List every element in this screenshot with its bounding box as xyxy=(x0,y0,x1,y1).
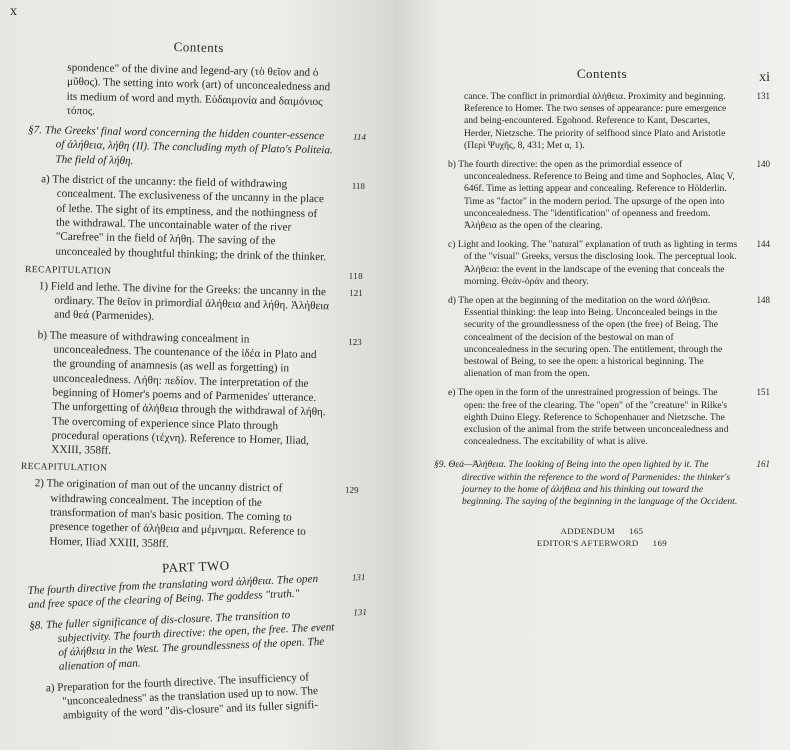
toc-entry: a) The district of the uncanny: the field of withdrawing concealment. The exclusiveness of the uncanny in the place of lethe. The sight of its emptiness, and the nothingness of the withdrawal. The uncontainable water of the river "Carefree" in the field of λήθη. The saving of the unconcealed by thoughtful thinking; the drink of the thinker. 118 xyxy=(40,173,366,263)
part-two-heading: PART TWO xyxy=(161,557,230,576)
part-two-subtitle: The fourth directive from the translating word ἀλήθεια. The open and free space of the clearing of Being. The goddess "truth." 131 xyxy=(27,571,366,612)
toc-entry: b) The measure of withdrawing concealment in unconcealedness. The countenance of the ἰδέα in Plato and the grounding of anamnesis (as well as forgetting) in unconcealedness. Λήθη: πεδίον. The interpretation of the beginning of Homer's poems and of Parmenides' utterance. The unforgetting of ἀλήθεια through the withdrawal of λήθη. The overcoming of experience since Plato through procedural operations (τέχνη). Reference to Homer, Iliad, XXIII, 358ff. 123 xyxy=(37,328,362,457)
left-page-header: Contents xyxy=(173,39,225,56)
left-page-upper-block xyxy=(19,36,368,555)
left-page-lower-block xyxy=(27,552,371,725)
recapitulation-heading: RECAPITULATION 118 xyxy=(24,264,364,281)
toc-entry: cance. The conflict in primordial ἀλήθεια. Proximity and beginning. Reference to Homer. The two senses of appearance: pure emergence and being-encountered. Egohood. Reference to Kant, Descartes, Herder, Nietzsche. The priority of selfhood since Plato and Aristotle (Περὶ Ψυχῆς, 8, 431; Met α, 1). 131 xyxy=(464,91,770,151)
toc-entry: b) The fourth directive: the open as the primordial essence of unconcealedness. Reference to Being and time and Sophocles, Αἴας V, 646f. Time as letting appear and concealing. Reference to Hölderlin. Time as "factor" in the modern period. The upsurge of the open into unconcealedness. The "identification" of openness and freedom. Ἀλήθεια as the open of the clearing. 140 xyxy=(448,159,770,232)
afterword-entry: EDITOR'S AFTERWORD 169 xyxy=(536,538,668,549)
right-page-marker: xi xyxy=(759,70,770,85)
addendum-entry: ADDENDUM 165 xyxy=(560,526,644,537)
toc-entry: 2) The origination of man out of the uncanny district of withdrawing concealment. The inception of the transformation of man's basic position. The coming to presence together of ἀλήθεια and μέμνημαι. Reference to Homer, Iliad XXIII, 358ff. 129 xyxy=(34,477,359,550)
right-page xyxy=(394,0,790,750)
right-page-header: Contents xyxy=(576,66,628,81)
toc-entry: c) Light and looking. The "natural" explanation of truth as lighting in terms of the "visual" Greeks, versus the disclosing look. The perceptual look. Ἀλήθεια: the event in the landscape of the evening that conceals the morning. Θεάν-ὁράν and theory. 144 xyxy=(448,239,770,287)
left-page-marker: x xyxy=(10,4,17,19)
toc-entry: e) The open in the form of the unrestrained progression of beings. The open: the free of the clearing. The "open" of the "creature" in Rilke's eighth Duino Elegy. Reference to Schopenhauer and Nietzsche. The exclusion of the animal from the strife between unconcealedness and concealedness. The excitability of what is alive. 151 xyxy=(448,387,770,448)
toc-section-7: §7. The Greeks' final word concerning the hidden counter-essence of ἀλήθεια, λήθη (II). The concluding myth of Plato's Politeia. The field of λήθη. 114 xyxy=(27,124,367,167)
toc-section-8: §8. The fuller significance of dis-closure. The transition to subjectivity. The fourth directive: the open, the free. The event of ἀλήθεια in the West. The groundlessness of the open. The alienation of man. 131 xyxy=(28,606,368,674)
recapitulation-heading: RECAPITULATION xyxy=(20,462,108,475)
toc-section-9: §9. Θεά—Ἀλήθεια. The looking of Being into the open lighted by it. The directive within the reference to the word of Parmenides: the thinker's journey to the home of ἀλήθεια and his thinking out toward the beginning. The saying of the beginning in the language of the Occident. 161 xyxy=(434,459,770,508)
toc-entry: a) Preparation for the fourth directive. The insufficiency of "unconcealedness" as the translation used up to now. The ambiguity of the word "dis-closure" and its fuller signifi- xyxy=(45,671,319,722)
toc-entry: d) The open at the beginning of the meditation on the word ἀλήθεια. Essential thinking: the leap into Being. Unconcealed beings in the security of the groundlessness of the open (the free) of Being. The concealment of the decision of the bestowal on man of unconcealedness in the securing open. The entitlement, through the bestowal of Being, to see the open: a historical beginning. The alienation of man from the open. 148 xyxy=(448,295,770,380)
toc-entry: 1) Field and lethe. The divine for the Greeks: the uncanny in the ordinary. The θεῖον in primordial ἀλήθεια and λήθη. Ἀλήθεια and θεά (Parmenides). 121 xyxy=(38,280,363,324)
toc-entry: spondence" of the divine and legend-ary (τὸ θεῖον and ὁ μῦθος). The setting into work (art) of unconcealedness and its medium of word and myth. Εὐδαιμονία and δαιμόνιος τόπος. xyxy=(66,61,331,118)
